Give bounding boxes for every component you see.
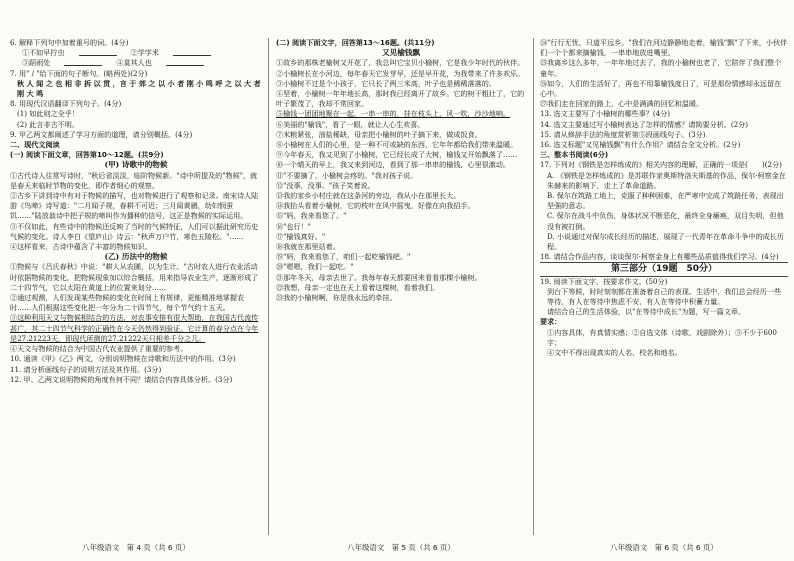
- question-9: 9. 甲乙两文都阐述了学习方面的道理，请分别概括。(4分): [10, 129, 193, 139]
- paragraph-a-4: ④这样看来，古诗中蕴含了丰富的物候知识。: [10, 242, 152, 252]
- story-paragraph-27: ㉗我们走在回家的路上，心中是满满的回忆和温暖。: [540, 99, 704, 109]
- question-12: 12. 甲、乙两文说明物候的角度有何不同？请结合内容具体分析。(3分): [10, 374, 233, 384]
- requirements-label: 要求：: [540, 317, 562, 327]
- paragraph-b-3: ③这种利用天文与物候相结合的方法，对农事安排有很大帮助，在我国古代流传甚广，其二十四节气科学的正确性在今天仍然得到验证。它计算的春分点在今年是27.21223天，即现代所测的27.21222天只相差千分之几。: [10, 313, 259, 343]
- story-paragraph-20: ⑳"嗯嗯，我们一起吃。": [276, 262, 354, 272]
- question-7-text: 秋 人 闻 之 也 相 非 拆 以 贯 ，言 于 郊 之 以 小 者 刚 小 鸣 呼 之 以 大 者 刚 大 鸣: [17, 78, 261, 99]
- column-divider-2: [533, 38, 534, 535]
- question-17: 17. 下列对《钢铁是怎样炼成的》相关内容的理解，正确的一项是( )(2分): [540, 160, 782, 170]
- q17-option-b: B. 保尔在筑路工地上，克服了种种困难，在严寒中完成了筑路任务，表现出坚强的意志。: [547, 191, 784, 211]
- prompt-paragraph-1: 到台下等候，时时刻刻都在准备着自己的表现。生活中，我们总会经历一些等待，有人在等待中焦虑不安，有人在等待中积蓄力量。: [547, 286, 782, 307]
- question-16: 16. 选文标题"又见榆钱飘"有什么作用？请结合全文分析。(2分): [540, 140, 741, 150]
- subtitle-b: (乙) 历法中的物候: [104, 252, 168, 262]
- question-18: 18. 请结合作品内容，谈谈保尔·柯察金身上有哪些品质值得我们学习。(4分): [540, 252, 779, 262]
- page-footer-right: 八年级语文 第 6 页（共 6 页）: [610, 543, 718, 552]
- question-8-2: (2) 此言非古不明。: [17, 119, 79, 129]
- story-paragraph-22: ㉒我想，母亲一定也在天上看着这棵树，看着我们。: [276, 282, 440, 292]
- question-10: 10. 通读《甲》《乙》两文，分别说明物候在诗歌和历法中的作用。(3分): [10, 354, 236, 364]
- q6-blank-2: [173, 48, 211, 56]
- story-paragraph-16: ⑯"也行！": [276, 221, 311, 231]
- page-footer-middle: 八年级语文 第 5 页（共 6 页）: [347, 543, 455, 552]
- story-paragraph-19: ⑲"妈，我来看您了，咱们一起吃榆钱吧。": [276, 252, 411, 262]
- q17-option-a: A. 《钢铁是怎样炼成的》是苏联作家奥斯特洛夫斯基的作品，保尔·柯察金在朱赫来的影响下，走上了革命道路。: [547, 170, 786, 190]
- section-2-1-heading: (一) 阅读下面文章，回答第10～12题。(共9分): [10, 150, 164, 160]
- question-7: 7. 用" / "给下面的句子断句。(略两处)(2分): [10, 68, 148, 78]
- story-paragraph-11: ⑪"不要摘了，小榆树会疼的。"我对孩子说。: [276, 170, 418, 180]
- q6-options-row2: [10, 58, 262, 68]
- story-paragraph-2: ②小榆树长在小河边，每年春天它发芽早，还是早开花，为我带来了许多欢乐。: [276, 68, 525, 78]
- story-paragraph-18: ⑱我就在那里站着。: [276, 242, 340, 252]
- paragraph-a-3: ③不仅如此，有些诗中的物候还反映了当时的气候特征，人们可以据此研究历史气候的变化。诗人李白《望庐山》诗云："秋声万户竹，寒色五陵松。"……: [10, 221, 259, 241]
- story-paragraph-5: ⑤榆钱一团团地聚在一起，一串一串的，挂在枝头上，风一吹，沙沙地响。: [276, 109, 511, 119]
- story-paragraph-13: ⑬我的家乡小村庄就在这条河的旁边，我从小在那里长大。: [276, 191, 461, 201]
- question-8-1: (1) 如此则之全乎！: [17, 109, 79, 119]
- q6-options-row1: [10, 48, 262, 58]
- story-paragraph-17: ⑰"榆钱真好。": [276, 231, 326, 241]
- paragraph-b-1: ①物候与《吕氏春秋》中说："耕人从农圃，以为生计。"古时农人进行农业活动时依据物候的变化，把物候现象加以综合概括，用来指导农业生产，逐渐形成了二十四节气，它以太阳在黄道上的位置来划分……: [10, 262, 259, 292]
- paragraph-a-1: ①古代诗人往常写诗时，"秋后省淡淡，临阶物候新。"诗中所提及的"物候"，就是春天来临时节物的变化，即作者细心的观察。: [10, 170, 258, 190]
- column-divider-1: [268, 38, 269, 535]
- prompt-paragraph-2: 请结合自己的生活体验，以"在等待中成长"为题，写一篇文章。: [547, 307, 746, 317]
- paragraph-b-2: ②通过观测，人们发现某些物候的变化在时间上有规律，更能精准地掌握农时……人们根据这些变化把一年分为二十四节气，每个节气约十五天。: [10, 293, 245, 313]
- story-paragraph-1: ①故乡的那株老榆树又开花了，我总叫它宝贝小榆树，它是我少年时代的伙伴。: [276, 58, 525, 68]
- q6-blank-1: [79, 48, 117, 56]
- section-3-heading: 三、整本书阅读(6分): [540, 150, 609, 160]
- column-right: [540, 38, 788, 539]
- q6-option-1: ①不如早拧虫: [22, 48, 65, 58]
- story-paragraph-4: ④坚着，小榆树一年年地长高，那时我已经离开了故乡。它的树干粗壮了，它的叶子繁茂了，我却不常回家。: [276, 89, 525, 109]
- subtitle-a: (甲) 诗歌中的物候: [104, 160, 168, 170]
- question-13: 13. 选文主要写了小榆树的哪些事？(4分): [540, 109, 670, 119]
- section-2-heading: 二、现代文阅读: [10, 140, 60, 150]
- part-3-banner: 第三部分（19题 50分）: [540, 262, 788, 276]
- story-paragraph-3: ③小榆树不过是个小孩子，它只长了两三米高，叶子也是稀稀落落的。: [276, 78, 496, 88]
- column-left: [10, 38, 262, 539]
- requirement-1: ①内容具体，有真情实感；②自选文体（诗歌、戏剧除外）；③不少于600字；: [547, 327, 777, 347]
- question-19: 19. 阅读下面文字，按要求作文。(50分): [540, 276, 668, 286]
- paragraph-b-4: ④天文与物候的结合为中国古代农业提供了重要的参考。: [10, 344, 188, 354]
- question-14: 14. 选文主要通过写小榆树表达了怎样的情感？请简要分析。(2分): [540, 119, 749, 129]
- story-paragraph-23: ㉓我的小榆树啊，你是我永远的牵挂。: [276, 293, 397, 303]
- story-paragraph-7: ⑦米粮紧张，油盐稀缺，母亲把小榆树的叶子摘下来，做成饭食。: [276, 129, 482, 139]
- story-paragraph-10: ⑩一个晴天的早上，我又来到河边，看到了那一串串的榆钱，心里很激动。: [276, 160, 511, 170]
- story-paragraph-15: ⑮"妈，我来看您了。": [276, 211, 347, 221]
- q17-option-d: D. 小说通过对保尔成长经历的描述，展现了一代青年在革命斗争中的成长历程。: [547, 231, 784, 252]
- story-paragraph-21: ㉑那年冬天，母亲去世了。我每年春天都要回来看看那棵小榆树。: [276, 272, 482, 282]
- q6-blank-4: [166, 58, 204, 66]
- q6-option-2: ②学学米: [130, 48, 159, 58]
- story-paragraph-25: ㉕我离乡这么多年，一年年地过去了，我的小榆树也老了，它陪伴了我们整个童年。: [540, 58, 782, 78]
- story-paragraph-14: ⑭我抬头看着小榆树，它的枝叶在风中摇曳，好像在向我招手。: [276, 201, 475, 211]
- question-8: 8. 用现代汉语翻译下列句子。(4分): [10, 99, 122, 109]
- question-6: 6. 解释下列句中加着重号的词。(4分): [10, 38, 129, 47]
- paragraph-a-2: ②古乡下讲到诗中有对于物候的描写，也对物候进行了观察和记录。南宋诗人陆游《鸟啼》诗写道："二月闻子规，春耕不可迟；三月闻黄鹂，幼妇悯蚕饥……"陆放翁诗中把子规的啼叫作为播种的信号，这正是物候的实际运用。: [10, 191, 259, 221]
- story-paragraph-26: ㉖如今，人们的生活好了，再也不用靠榆钱度日了，可是那份情感却永远留在心中。: [540, 78, 782, 99]
- question-11: 11. 请分析画线句子的说明方法及其作用。(3分): [10, 364, 162, 374]
- requirement-2: ④文中不得出现真实的人名、校名和地名。: [547, 348, 682, 358]
- story-title: 又见榆钱飘: [382, 48, 420, 58]
- story-paragraph-24: ㉔"行行无忧，只道平远乡。"我们在河边静静地走着，榆钱"飘"了下来，小伙伴们一个个都来摘榆钱，一串串地放进嘴里。: [540, 38, 788, 58]
- q6-option-3: ③蹈雨处: [22, 58, 51, 68]
- story-paragraph-9: ⑨今年春天，我又见到了小榆树，它已经长成了大树，榆钱又开始飘落了……: [276, 150, 518, 160]
- section-2-2-heading: (二) 阅读下面文字，回答第13～16题。(共11分): [276, 38, 435, 47]
- story-paragraph-6: ⑥美丽的"榆钱"，看了一眼，就让人心生欢喜。: [276, 119, 425, 129]
- q6-blank-3: [64, 58, 102, 66]
- column-middle: [276, 38, 526, 539]
- page-footer-left: 八年级语文 第 4 页（共 6 页）: [82, 543, 190, 552]
- q6-option-4: ④莫其人也: [116, 58, 152, 68]
- story-paragraph-12: ⑫"没事，没事。"孩子笑着说。: [276, 180, 375, 190]
- q17-option-c: C. 保尔在战斗中负伤，身体状况不断恶化，最终全身瘫痪，双目失明，但他没有被打倒。: [547, 211, 784, 231]
- question-15: 15. 请从修辞手法的角度赏析第⑤段画线句子。(3分): [540, 129, 706, 139]
- story-paragraph-8: ⑧小榆树在人们的心里，是一种不可或缺的东西，它年年都给我们带来温暖。: [276, 140, 518, 150]
